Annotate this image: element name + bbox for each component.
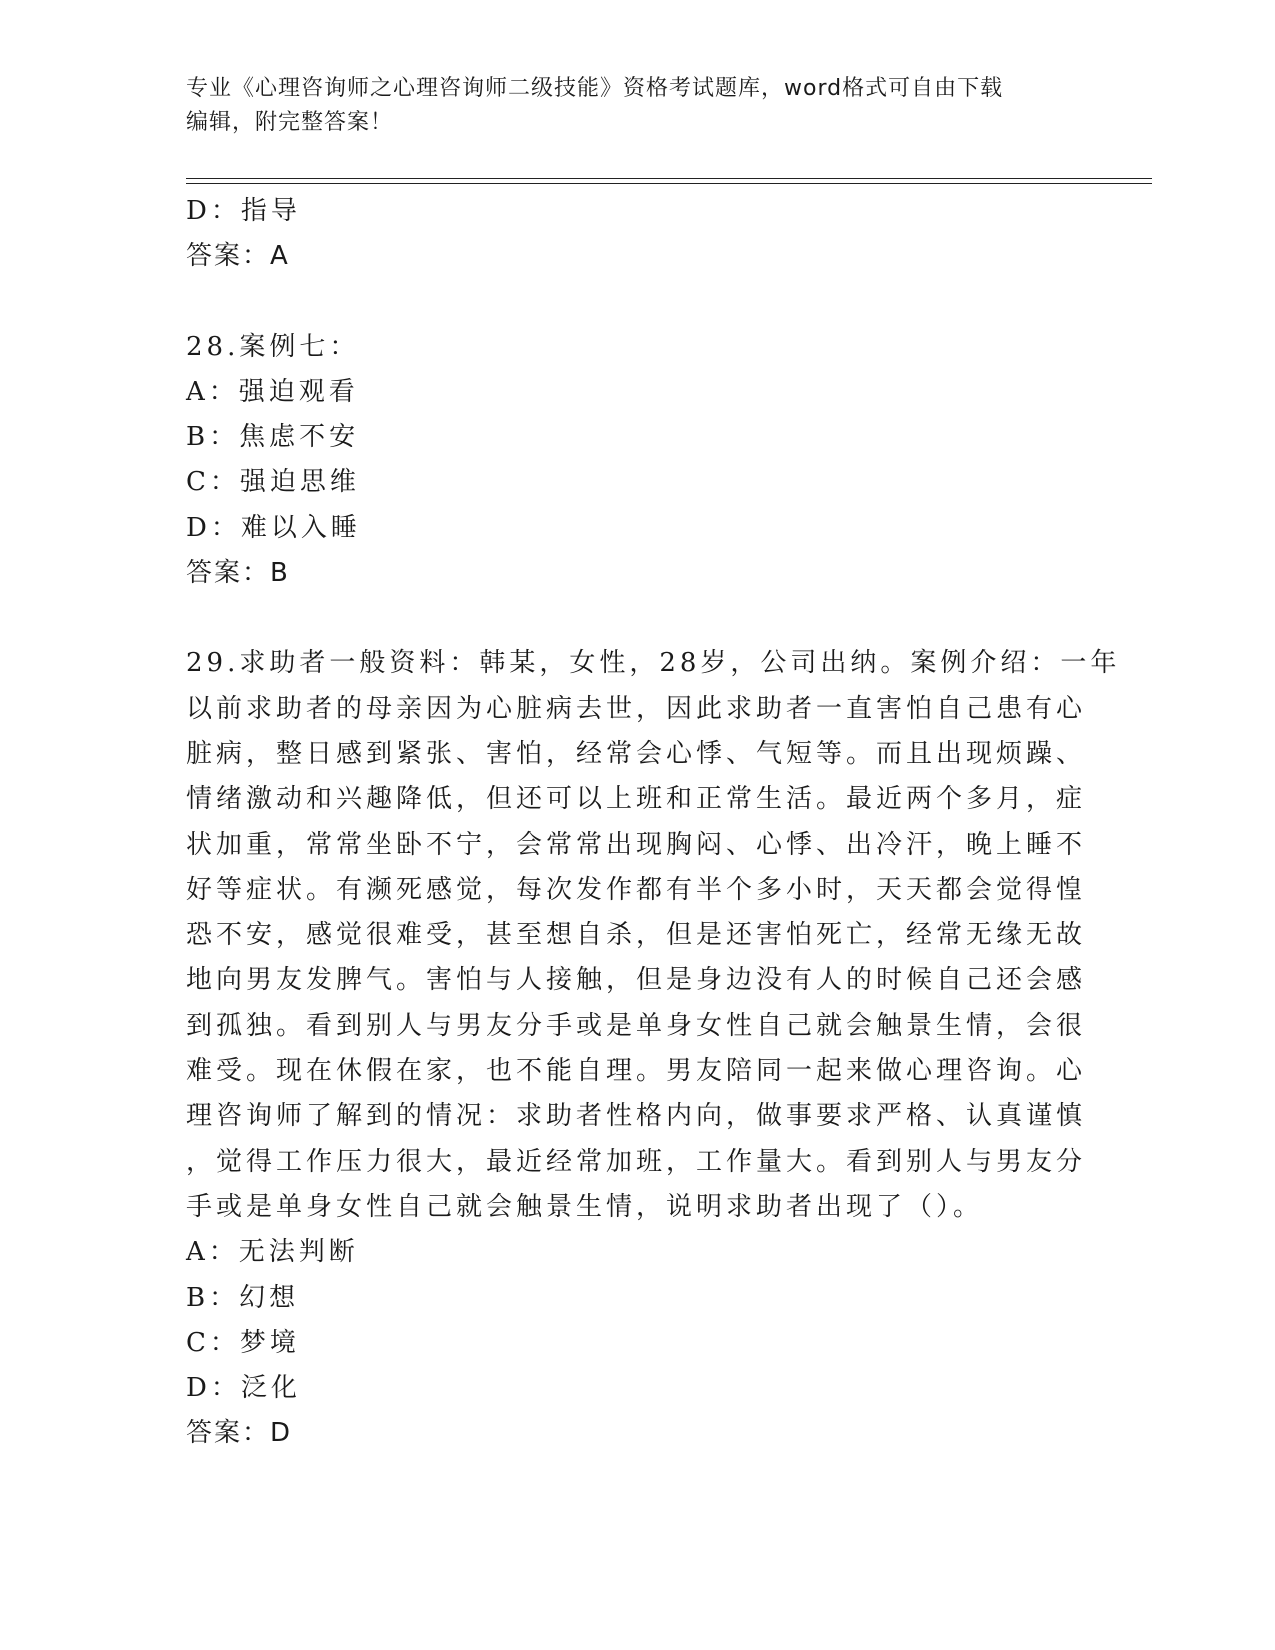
q29-line: 脏病，整日感到紧张、害怕，经常会心悸、气短等。而且出现烦躁、 [186,738,1087,769]
question-content [186,189,1121,1457]
q28-option-a: A：强迫观看 [186,376,359,407]
q28-option-b: B：焦虑不安 [186,422,360,453]
q28-option-c: C：强迫思维 [186,467,360,498]
header-line-2: 编辑，附完整答案！ [186,110,394,135]
q29-line: 情绪激动和兴趣降低，但还可以上班和正常生活。最近两个多月，症 [186,784,1087,815]
q29-option-c: C：梦境 [186,1327,300,1358]
q29-line: 理咨询师了解到的情况：求助者性格内向，做事要求严格、认真谨慎 [186,1101,1087,1132]
q28-answer: 答案：B [186,558,290,589]
q29-line: 恐不安，感觉很难受，甚至想自杀，但是还害怕死亡，经常无缘无故 [186,920,1087,951]
prev-answer: 答案：A [186,241,290,272]
q29-question [186,641,1121,1230]
q28-question: 28.案例七： [186,331,360,362]
q29-line: 29.求助者一般资料：韩某，女性，28岁，公司出纳。案例介绍：一年 [186,648,1121,679]
q29-answer: 答案：D [186,1418,293,1449]
q29-line: 到孤独。看到别人与男友分手或是单身女性自己就会触景生情，会很 [186,1010,1087,1041]
q29-option-b: B：幻想 [186,1282,300,1313]
spacer [186,280,1086,325]
q29-option-a: A：无法判断 [186,1237,359,1268]
prev-option-d: D：指导 [186,196,301,226]
q29-line: 以前求助者的母亲因为心脏病去世，因此求助者一直害怕自己患有心 [186,693,1087,724]
q29-line: ，觉得工作压力很大，最近经常加班，工作量大。看到别人与男友分 [186,1146,1087,1177]
q29-line: 地向男友发脾气。害怕与人接触，但是身边没有人的时候自己还会感 [186,965,1087,996]
q29-line: 手或是单身女性自己就会触景生情，说明求助者出现了（）。 [186,1191,984,1222]
spacer [186,596,1086,641]
header-rule-bottom [186,183,1152,184]
q29-line: 难受。现在休假在家，也不能自理。男友陪同一起来做心理咨询。心 [186,1056,1087,1087]
document-header [186,72,1066,140]
header-line-1: 专业《心理咨询师之心理咨询师二级技能》资格考试题库，word格式可自由下载 [186,76,1004,101]
q29-line: 好等症状。有濒死感觉，每次发作都有半个多小时，天天都会觉得惶 [186,874,1087,905]
q29-line: 状加重，常常坐卧不宁，会常常出现胸闷、心悸、出冷汗，晚上睡不 [186,829,1087,860]
q28-option-d: D：难以入睡 [186,512,361,543]
q29-option-d: D：泛化 [186,1373,301,1404]
header-rule-top [186,178,1152,179]
